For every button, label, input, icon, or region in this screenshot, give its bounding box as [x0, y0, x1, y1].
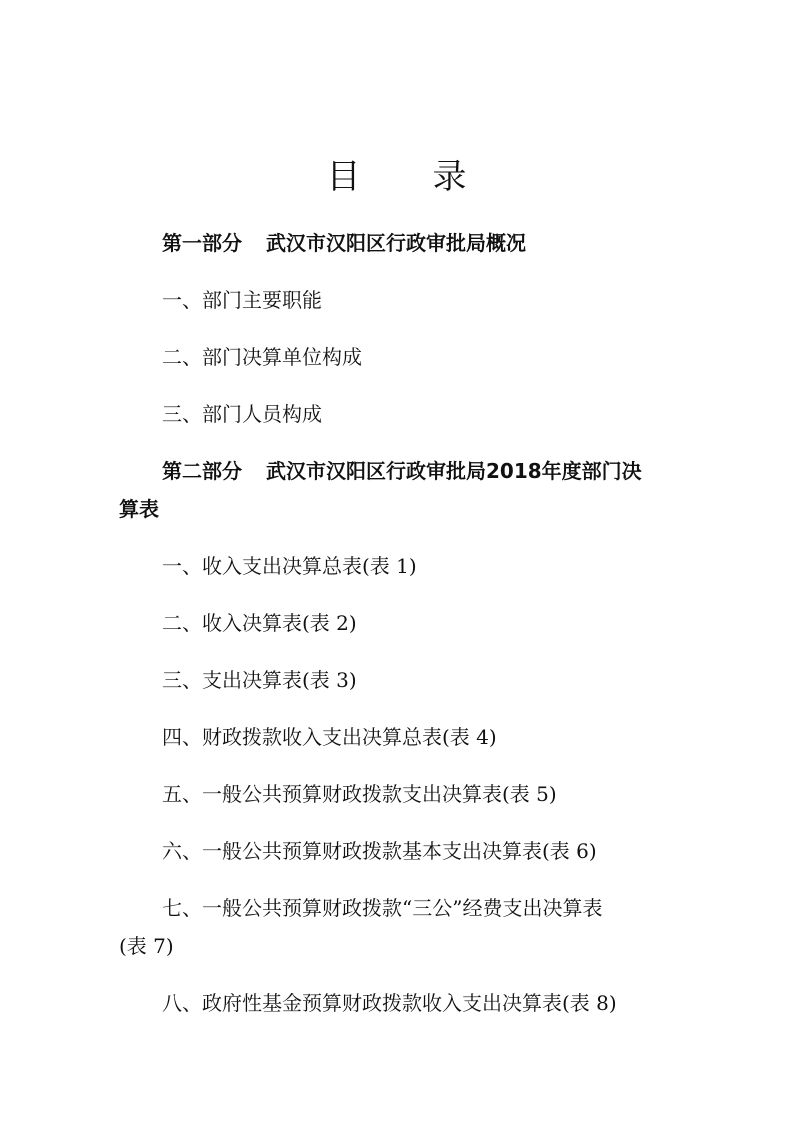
toc-item: 七、一般公共预算财政拨款“三公”经费支出决算表	[162, 896, 603, 920]
part-1-label: 第一部分	[162, 231, 242, 255]
part-2-label: 第二部分	[162, 459, 242, 483]
part-2-heading	[162, 458, 642, 484]
toc-item: 三、部门人员构成	[162, 402, 322, 426]
toc-item: 一、部门主要职能	[162, 288, 322, 312]
toc-item: 四、财政拨款收入支出决算总表(表 4)	[162, 725, 497, 749]
toc-item: 五、一般公共预算财政拨款支出决算表(表 5)	[162, 782, 557, 806]
part-2-heading-continued: 算表	[119, 497, 159, 521]
page-title	[0, 157, 793, 197]
toc-item: 六、一般公共预算财政拨款基本支出决算表(表 6)	[162, 839, 597, 863]
toc-item: 一、收入支出决算总表(表 1)	[162, 554, 417, 578]
toc-item: 三、支出决算表(表 3)	[162, 668, 357, 692]
part-2-text: 武汉市汉阳区行政审批局2018年度部门决	[266, 459, 642, 483]
title-char-2: 录	[432, 157, 467, 197]
toc-item: 二、收入决算表(表 2)	[162, 611, 357, 635]
part-1-heading	[162, 230, 526, 256]
toc-item: 八、政府性基金预算财政拨款收入支出决算表(表 8)	[162, 991, 617, 1015]
toc-item-continued: (表 7)	[119, 934, 174, 958]
part-1-text: 武汉市汉阳区行政审批局概况	[266, 231, 526, 255]
toc-item: 二、部门决算单位构成	[162, 345, 362, 369]
title-char-1: 目	[326, 157, 361, 197]
